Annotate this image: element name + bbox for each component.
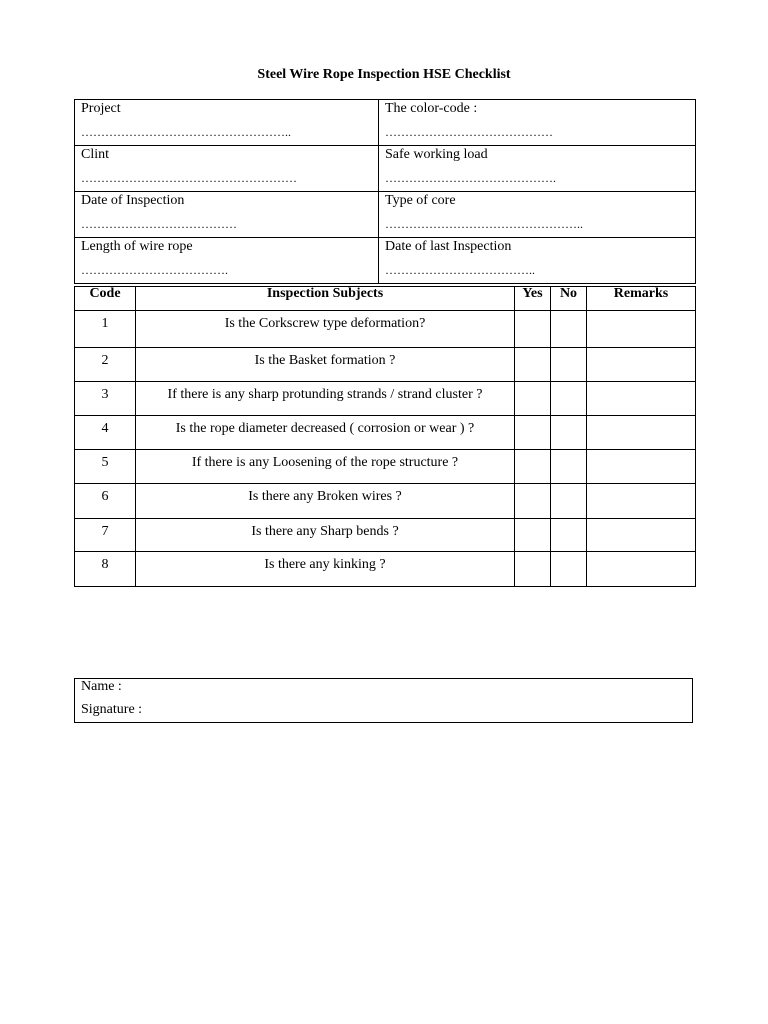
- table-row: [75, 484, 696, 519]
- signature-field[interactable]: Signature :: [81, 702, 143, 717]
- yes-cell[interactable]: [515, 552, 551, 587]
- yes-header: Yes: [515, 287, 551, 311]
- color-code-label: The color-code :: [385, 101, 478, 116]
- no-cell[interactable]: [551, 311, 587, 348]
- date-of-inspection-blank: …………………………………: [81, 217, 237, 231]
- date-of-last-inspection-field[interactable]: [379, 238, 696, 284]
- no-cell[interactable]: [551, 416, 587, 450]
- table-row: [75, 311, 696, 348]
- info-row: [75, 192, 696, 238]
- code-cell: 5: [75, 450, 136, 484]
- clint-field[interactable]: [75, 146, 379, 192]
- subject-cell: Is there any Broken wires ?: [136, 484, 515, 519]
- no-header: No: [551, 287, 587, 311]
- type-of-core-blank: …………………………………………..: [385, 217, 583, 231]
- date-of-inspection-label: Date of Inspection: [81, 193, 185, 208]
- clint-blank: ………………………………………………: [81, 171, 297, 185]
- safe-working-load-field[interactable]: [379, 146, 696, 192]
- no-cell[interactable]: [551, 552, 587, 587]
- table-row: [75, 382, 696, 416]
- code-cell: 8: [75, 552, 136, 587]
- info-row: [75, 100, 696, 146]
- yes-cell[interactable]: [515, 416, 551, 450]
- project-field[interactable]: [75, 100, 379, 146]
- remarks-cell[interactable]: [587, 519, 696, 552]
- code-cell: 4: [75, 416, 136, 450]
- date-of-last-inspection-label: Date of last Inspection: [385, 239, 512, 254]
- inspection-checklist-table: [74, 286, 696, 587]
- color-code-blank: ……………………………………: [385, 125, 553, 139]
- remarks-cell[interactable]: [587, 450, 696, 484]
- subject-cell: If there is any sharp protunding strands / strand cluster ?: [136, 382, 515, 416]
- project-label: Project: [81, 101, 121, 116]
- length-of-wire-rope-label: Length of wire rope: [81, 239, 193, 254]
- type-of-core-field[interactable]: [379, 192, 696, 238]
- code-cell: 1: [75, 311, 136, 348]
- safe-working-load-blank: …………………………………….: [385, 171, 556, 185]
- info-row: [75, 146, 696, 192]
- yes-cell[interactable]: [515, 382, 551, 416]
- remarks-cell[interactable]: [587, 382, 696, 416]
- document-title: Steel Wire Rope Inspection HSE Checklist: [257, 67, 511, 82]
- length-of-wire-rope-blank: ……………………………….: [81, 263, 228, 277]
- checklist-header-row: [75, 287, 696, 311]
- info-table: [74, 99, 696, 284]
- no-cell[interactable]: [551, 519, 587, 552]
- remarks-cell[interactable]: [587, 484, 696, 519]
- code-cell: 6: [75, 484, 136, 519]
- date-of-last-inspection-blank: ………………………………..: [385, 263, 535, 277]
- code-cell: 2: [75, 348, 136, 382]
- clint-label: Clint: [81, 147, 110, 162]
- no-cell[interactable]: [551, 450, 587, 484]
- no-cell[interactable]: [551, 348, 587, 382]
- table-row: [75, 416, 696, 450]
- yes-cell[interactable]: [515, 450, 551, 484]
- color-code-field[interactable]: [379, 100, 696, 146]
- code-cell: 7: [75, 519, 136, 552]
- table-row: [75, 552, 696, 587]
- inspection-subjects-header: Inspection Subjects: [136, 287, 515, 311]
- yes-cell[interactable]: [515, 519, 551, 552]
- info-row: [75, 238, 696, 284]
- table-row: [75, 519, 696, 552]
- remarks-cell[interactable]: [587, 552, 696, 587]
- no-cell[interactable]: [551, 484, 587, 519]
- code-header: Code: [75, 287, 136, 311]
- table-row: [75, 348, 696, 382]
- safe-working-load-label: Safe working load: [385, 147, 488, 162]
- length-of-wire-rope-field[interactable]: [75, 238, 379, 284]
- subject-cell: Is the Basket formation ?: [136, 348, 515, 382]
- table-row: [75, 450, 696, 484]
- subject-cell: If there is any Loosening of the rope structure ?: [136, 450, 515, 484]
- subject-cell: Is the rope diameter decreased ( corrosion or wear ) ?: [136, 416, 515, 450]
- name-field[interactable]: Name :: [81, 679, 122, 694]
- code-cell: 3: [75, 382, 136, 416]
- subject-cell: Is the Corkscrew type deformation?: [136, 311, 515, 348]
- remarks-cell[interactable]: [587, 416, 696, 450]
- remarks-cell[interactable]: [587, 348, 696, 382]
- subject-cell: Is there any kinking ?: [136, 552, 515, 587]
- subject-cell: Is there any Sharp bends ?: [136, 519, 515, 552]
- signature-box: [74, 678, 693, 723]
- remarks-header: Remarks: [587, 287, 696, 311]
- yes-cell[interactable]: [515, 348, 551, 382]
- date-of-inspection-field[interactable]: [75, 192, 379, 238]
- yes-cell[interactable]: [515, 484, 551, 519]
- no-cell[interactable]: [551, 382, 587, 416]
- yes-cell[interactable]: [515, 311, 551, 348]
- remarks-cell[interactable]: [587, 311, 696, 348]
- type-of-core-label: Type of core: [385, 193, 456, 208]
- project-blank: ……………………………………………..: [81, 125, 291, 139]
